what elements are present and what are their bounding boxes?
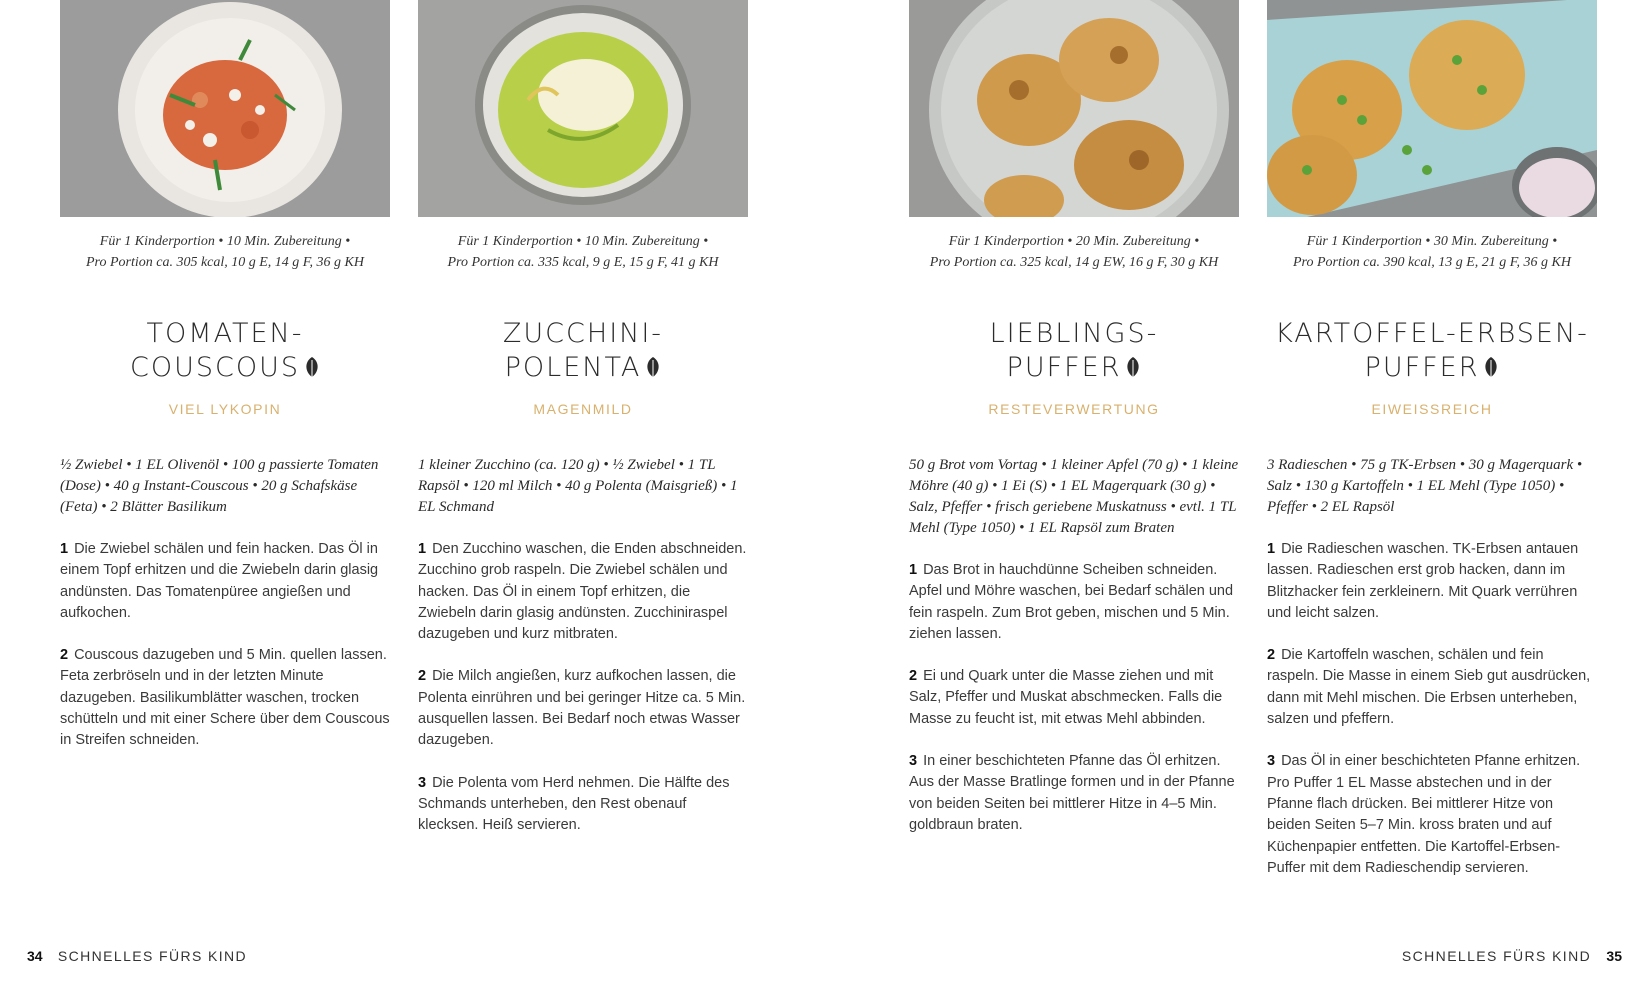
recipe-ingredients: ½ Zwiebel • 1 EL Olivenöl • 100 g passierte Tomaten (Dose) • 40 g Instant-Couscous • 20 g Schafskäse (Feta) • 2 Blätter Basilikum bbox=[60, 457, 379, 515]
recipe-title: TOMATEN- COUSCOUS bbox=[60, 317, 390, 387]
leaf-icon bbox=[645, 353, 661, 387]
recipe-title: LIEBLINGS- PUFFER bbox=[909, 317, 1239, 387]
recipe-step: 2 Ei und Quark unter die Masse ziehen und mit Salz, Pfeffer und Muskat abschmecken. Falls die Masse zu feucht ist, mit etwas Mehl abbinden. bbox=[909, 668, 1223, 727]
footer-left bbox=[27, 948, 247, 964]
recipe-photo-kartoffel-puffer bbox=[1267, 0, 1597, 217]
recipe-step: 2 Die Kartoffeln waschen, schälen und fein raspeln. Die Masse in einem Sieb gut ausdrücken, dann mit Mehl mischen. Die Erbsen unterheben, salzen und pfeffern. bbox=[1267, 647, 1591, 728]
recipe-ingredients: 1 kleiner Zucchino (ca. 120 g) • ½ Zwiebel • 1 TL Rapsöl • 120 ml Milch • 40 g Polenta (Maisgrieß) • 1 EL Schmand bbox=[418, 457, 738, 515]
recipe-meta: Für 1 Kinderportion • 30 Min. Zubereitung • Pro Portion ca. 390 kcal, 13 g E, 21 g F, 36 g KH bbox=[1292, 234, 1572, 270]
recipe-step: 2 Couscous dazugeben und 5 Min. quellen lassen. Feta zerbröseln und in der letzten Minute dazugeben. Basilikumblätter waschen, trocken schütteln und mit einer Schere über dem Couscous in Streifen schneiden. bbox=[60, 647, 390, 749]
recipe-title: ZUCCHINI- POLENTA bbox=[418, 317, 748, 387]
recipe-step: 1 Den Zucchino waschen, die Enden abschneiden. Zucchino grob raspeln. Die Zwiebel schälen und hacken. Das Öl in einem Topf erhitzen, die Zwiebeln darin glasig andünsten. Zucchiniraspel dazugeben und kurz mitbraten. bbox=[418, 541, 747, 643]
recipe-steps bbox=[909, 560, 1239, 836]
recipe-title: KARTOFFEL-ERBSEN- PUFFER bbox=[1267, 317, 1597, 387]
recipe-kartoffel-erbsen-puffer bbox=[1267, 0, 1597, 879]
recipe-steps bbox=[418, 539, 748, 837]
leaf-icon bbox=[304, 353, 320, 387]
recipe-meta: Für 1 Kinderportion • 10 Min. Zubereitung • Pro Portion ca. 305 kcal, 10 g E, 14 g F, 36 g KH bbox=[85, 234, 365, 270]
recipe-meta: Für 1 Kinderportion • 20 Min. Zubereitung • Pro Portion ca. 325 kcal, 14 g EW, 16 g F, 30 g KH bbox=[929, 234, 1219, 270]
recipe-ingredients: 3 Radieschen • 75 g TK-Erbsen • 30 g Magerquark • Salz • 130 g Kartoffeln • 1 EL Mehl (Type 1050) • Pfeffer • 2 EL Rapsöl bbox=[1267, 457, 1583, 515]
recipe-lieblings-puffer bbox=[909, 0, 1239, 836]
leaf-icon bbox=[1125, 353, 1141, 387]
recipe-steps bbox=[1267, 539, 1597, 879]
recipe-photo-polenta bbox=[418, 0, 748, 217]
recipe-subtitle: RESTEVERWERTUNG bbox=[988, 401, 1160, 417]
leaf-icon bbox=[1483, 353, 1499, 387]
recipe-tomaten-couscous bbox=[60, 0, 390, 752]
page-number-right: 35 bbox=[1606, 948, 1622, 964]
recipe-zucchini-polenta bbox=[418, 0, 748, 837]
recipe-step: 1 Das Brot in hauchdünne Scheiben schneiden. Apfel und Möhre waschen, bei Bedarf schälen und fein raspeln. Zum Brot geben, mischen und 5 Min. ziehen lassen. bbox=[909, 562, 1234, 642]
recipe-subtitle: VIEL LYKOPIN bbox=[168, 401, 282, 417]
recipe-photo-couscous bbox=[60, 0, 390, 217]
recipe-steps bbox=[60, 539, 390, 752]
recipe-photo-puffer bbox=[909, 0, 1239, 217]
recipe-subtitle: EIWEISSREICH bbox=[1371, 401, 1493, 417]
recipe-step: 3 In einer beschichteten Pfanne das Öl erhitzen. Aus der Masse Bratlinge formen und in der Pfanne von beiden Seiten bei mittlerer Hitze in 4–5 Min. goldbraun braten. bbox=[909, 753, 1235, 833]
recipe-step: 1 Die Zwiebel schälen und fein hacken. Das Öl in einem Topf erhitzen und die Zwiebeln darin glasig andünsten. Das Tomatenpüree angießen und aufkochen. bbox=[60, 541, 379, 621]
recipe-subtitle: MAGENMILD bbox=[533, 401, 633, 417]
recipe-step: 3 Die Polenta vom Herd nehmen. Die Hälfte des Schmands unterheben, den Rest obenauf klecksen. Heiß servieren. bbox=[418, 774, 730, 834]
recipe-step: 3 Das Öl in einer beschichteten Pfanne erhitzen. Pro Puffer 1 EL Masse abstechen und in der Pfanne flach drücken. Bei mittlerer Hitze von beiden Seiten 5–7 Min. kross braten und auf Küchenpapier entfetten. Die Kartoffel-Erbsen-Puffer mit dem Radieschendip servieren. bbox=[1267, 753, 1581, 876]
section-label-right: SCHNELLES FÜRS KIND bbox=[1401, 948, 1592, 964]
footer-right bbox=[1402, 948, 1622, 964]
page-number-left: 34 bbox=[27, 948, 43, 964]
recipe-step: 1 Die Radieschen waschen. TK-Erbsen antauen lassen. Radieschen erst grob hacken, dann im Blitzhacker fein zerkleinern. Mit Quark verrühren und leicht salzen. bbox=[1267, 541, 1579, 621]
section-label-left: SCHNELLES FÜRS KIND bbox=[57, 948, 248, 964]
recipe-step: 2 Die Milch angießen, kurz aufkochen lassen, die Polenta einrühren und bei geringer Hitze ca. 5 Min. ausquellen lassen. Bei Bedarf noch etwas Wasser dazugeben. bbox=[418, 668, 746, 749]
recipe-ingredients: 50 g Brot vom Vortag • 1 kleiner Apfel (70 g) • 1 kleine Möhre (40 g) • 1 Ei (S) • 1 EL Magerquark (30 g) • Salz, Pfeffer • frisch geriebene Muskatnuss • evtl. 1 TL Mehl (Type 1050) • 1 EL Rapsöl zum Braten bbox=[909, 457, 1239, 536]
recipe-meta: Für 1 Kinderportion • 10 Min. Zubereitung • Pro Portion ca. 335 kcal, 9 g E, 15 g F, 41 g KH bbox=[447, 234, 719, 270]
